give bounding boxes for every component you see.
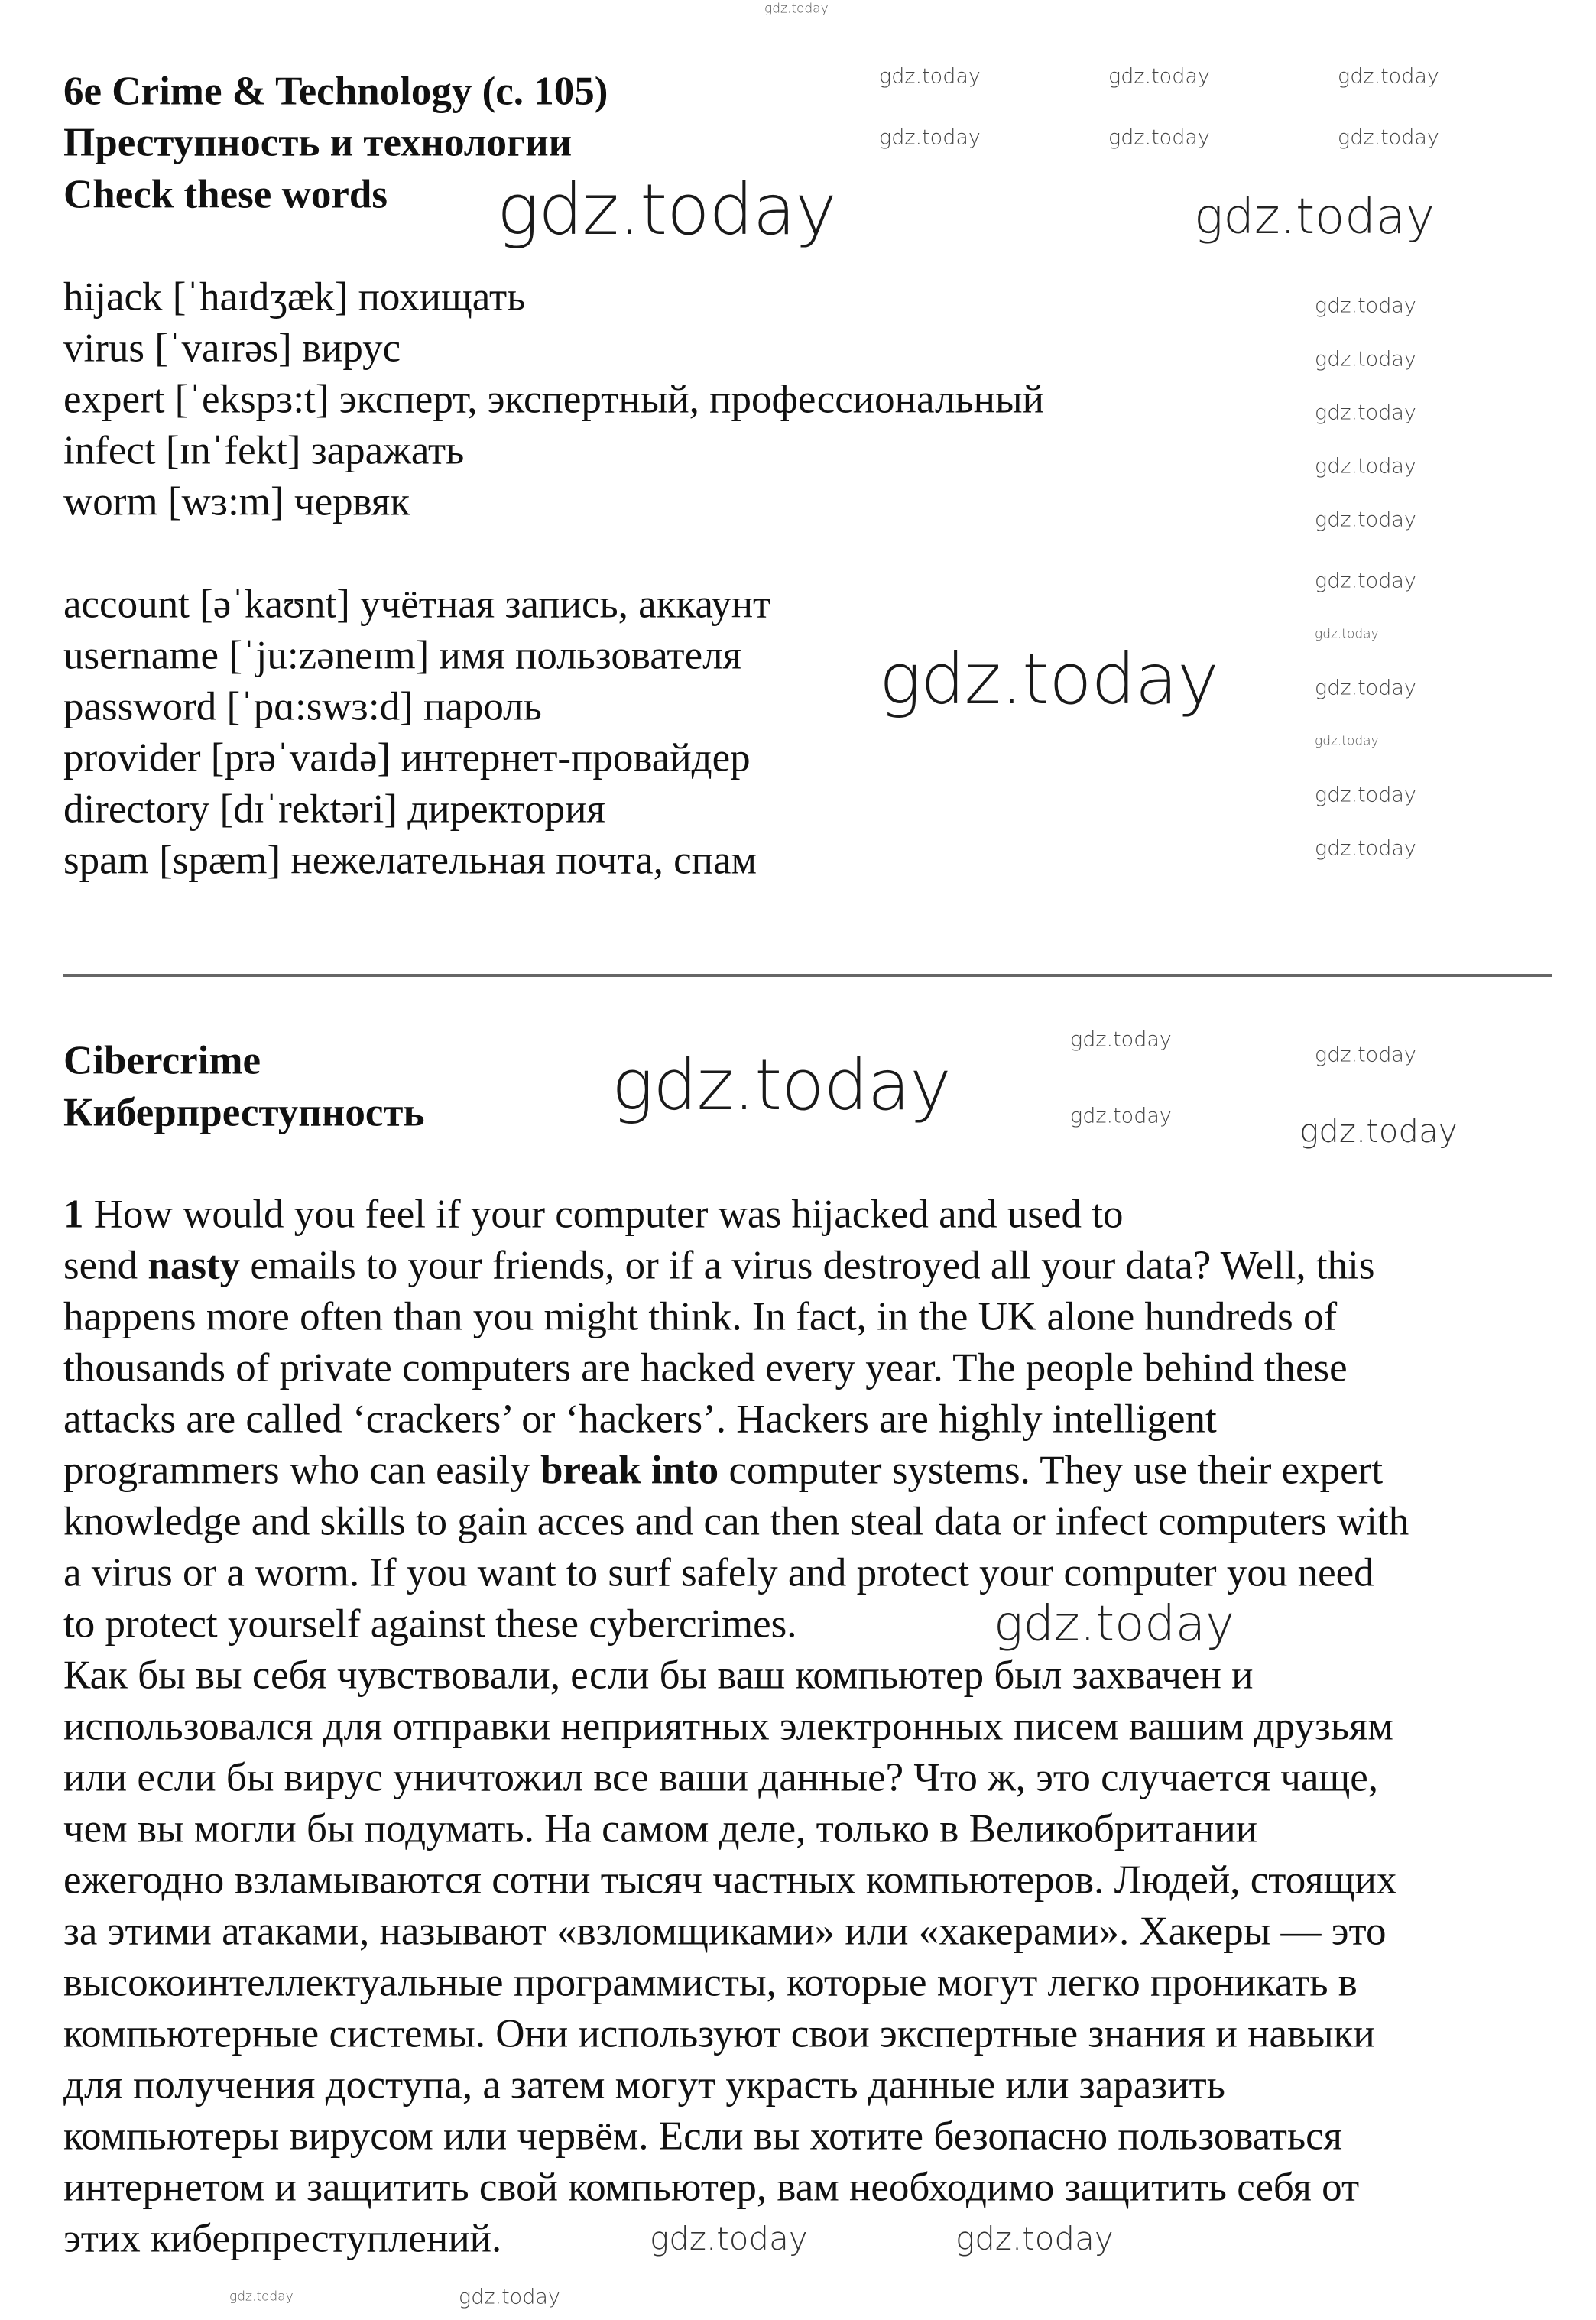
text-segment: send [63, 1243, 148, 1288]
word-entry: worm [wɜ:m] червяк [63, 479, 410, 524]
watermark: gdz.today [1070, 1104, 1172, 1128]
watermark: gdz.today [1315, 836, 1416, 861]
watermark: gdz.today [650, 2220, 808, 2257]
watermark: gdz.today [1315, 733, 1379, 749]
watermark: gdz.today [1315, 783, 1416, 807]
section-title: Cibercrime [63, 1038, 261, 1083]
paragraph-line: этих киберпреступлений. [63, 2216, 502, 2261]
word-entry: directory [dɪˈrektəri] директория [63, 787, 605, 832]
word-entry: hijack [ˈhaɪdʒæk] похищать [63, 274, 526, 320]
word-entry: username [ˈju:zəneɪm] имя пользователя [63, 633, 741, 678]
paragraph-line [63, 1446, 1383, 1497]
bold-text: 1 [63, 1192, 84, 1237]
watermark: gdz.today [1338, 64, 1439, 89]
text-segment: thousands of private computers are hacked every year. The people behind these [63, 1345, 1348, 1390]
paragraph-line [63, 1241, 1374, 1292]
paragraph-line: ежегодно взламываются сотни тысяч частных компьютеров. Людей, стоящих [63, 1858, 1397, 1903]
text-segment: computer systems. They use their expert [719, 1448, 1384, 1493]
paragraph-line: чем вы могли бы подумать. На самом деле, только в Великобритании [63, 1806, 1258, 1851]
paragraph-line: компьютерные системы. Они используют свои экспертные знания и навыки [63, 2011, 1375, 2056]
watermark: gdz.today [879, 64, 981, 89]
watermark: gdz.today [459, 2285, 560, 2309]
section-title-ru: Киберпреступность [63, 1090, 425, 1135]
paragraph-line: или если бы вирус уничтожил все ваши данные? Что ж, это случается чаще, [63, 1755, 1379, 1800]
watermark: gdz.today [764, 1, 829, 17]
watermark: gdz.today [1315, 347, 1416, 372]
page-title: 6e Crime & Technology (с. 105) [63, 69, 608, 114]
watermark: gdz.today [1315, 676, 1416, 700]
watermark: gdz.today [994, 1596, 1234, 1653]
paragraph-line [63, 1189, 1124, 1241]
watermark: gdz.today [1315, 626, 1379, 642]
word-entry: spam [spæm] нежелательная почта, спам [63, 838, 757, 883]
watermark: gdz.today [1194, 189, 1435, 245]
text-segment: How would you feel if your computer was hijacked and used to [83, 1192, 1124, 1237]
paragraph-line: для получения доступа, а затем могут украсть данные или заразить [63, 2062, 1225, 2107]
paragraph-line: интернетом и защитить свой компьютер, вам необходимо защитить себя от [63, 2165, 1360, 2210]
word-entry: infect [ɪnˈfekt] заражать [63, 428, 465, 473]
paragraph-line: компьютеры вирусом или червём. Если вы хотите безопасно пользоваться [63, 2114, 1343, 2159]
watermark: gdz.today [955, 2220, 1114, 2257]
watermark: gdz.today [1299, 1112, 1458, 1150]
text-segment: knowledge and skills to gain acces and can then steal data or infect computers with [63, 1499, 1409, 1544]
text-segment: happens more often than you might think. In fact, in the UK alone hundreds of [63, 1294, 1338, 1339]
page-title-ru: Преступность и технологии [63, 120, 573, 165]
paragraph-line: использовался для отправки неприятных электронных писем вашим друзьям [63, 1704, 1393, 1749]
paragraph-line: высокоинтеллектуальные программисты, которые могут легко проникать в [63, 1960, 1358, 2005]
watermark: gdz.today [879, 638, 1218, 720]
paragraph-line [63, 1599, 797, 1650]
watermark: gdz.today [1315, 454, 1416, 479]
paragraph-line: Как бы вы себя чувствовали, если бы ваш компьютер был захвачен и [63, 1653, 1254, 1698]
watermark: gdz.today [879, 125, 981, 150]
watermark: gdz.today [1070, 1027, 1172, 1052]
paragraph-line [63, 1292, 1337, 1343]
text-segment: a virus or a worm. If you want to surf safely and protect your computer you need [63, 1550, 1374, 1595]
watermark: gdz.today [229, 2289, 294, 2305]
paragraph-line [63, 1497, 1409, 1548]
word-entry: virus [ˈvaɪrəs] вирус [63, 326, 401, 371]
word-entry: expert [ˈekspɜ:t] эксперт, экспертный, профессиональный [63, 377, 1044, 422]
text-segment: programmers who can easily [63, 1448, 541, 1493]
check-words-heading: Check these words [63, 172, 388, 217]
watermark: gdz.today [497, 169, 836, 251]
watermark: gdz.today [611, 1044, 951, 1126]
watermark: gdz.today [1315, 508, 1416, 532]
text-segment: attacks are called ‘crackers’ or ‘hackers’. Hackers are highly intelligent [63, 1397, 1217, 1442]
watermark: gdz.today [1108, 125, 1210, 150]
paragraph-line [63, 1343, 1348, 1394]
watermark: gdz.today [1108, 64, 1210, 89]
word-entry: account [əˈkaʊnt] учётная запись, аккаунт [63, 582, 771, 627]
text-segment: emails to your friends, or if a virus destroyed all your data? Well, this [240, 1243, 1375, 1288]
paragraph-line [63, 1394, 1217, 1446]
watermark: gdz.today [1315, 294, 1416, 318]
watermark: gdz.today [1315, 401, 1416, 425]
text-segment: to protect yourself against these cybercrimes. [63, 1601, 797, 1647]
watermark: gdz.today [1315, 569, 1416, 593]
word-entry: provider [prəˈvaɪdə] интернет-провайдер [63, 735, 751, 780]
paragraph-line: за этими атаками, называют «взломщиками» или «хакерами». Хакеры — это [63, 1909, 1387, 1954]
paragraph-line [63, 1548, 1374, 1599]
word-entry: password [ˈpɑ:swɜ:d] пароль [63, 684, 542, 729]
bold-text: nasty [148, 1243, 241, 1288]
watermark: gdz.today [1315, 1043, 1416, 1067]
bold-text: break into [540, 1448, 719, 1493]
watermark: gdz.today [1338, 125, 1439, 150]
section-divider [63, 974, 1552, 977]
